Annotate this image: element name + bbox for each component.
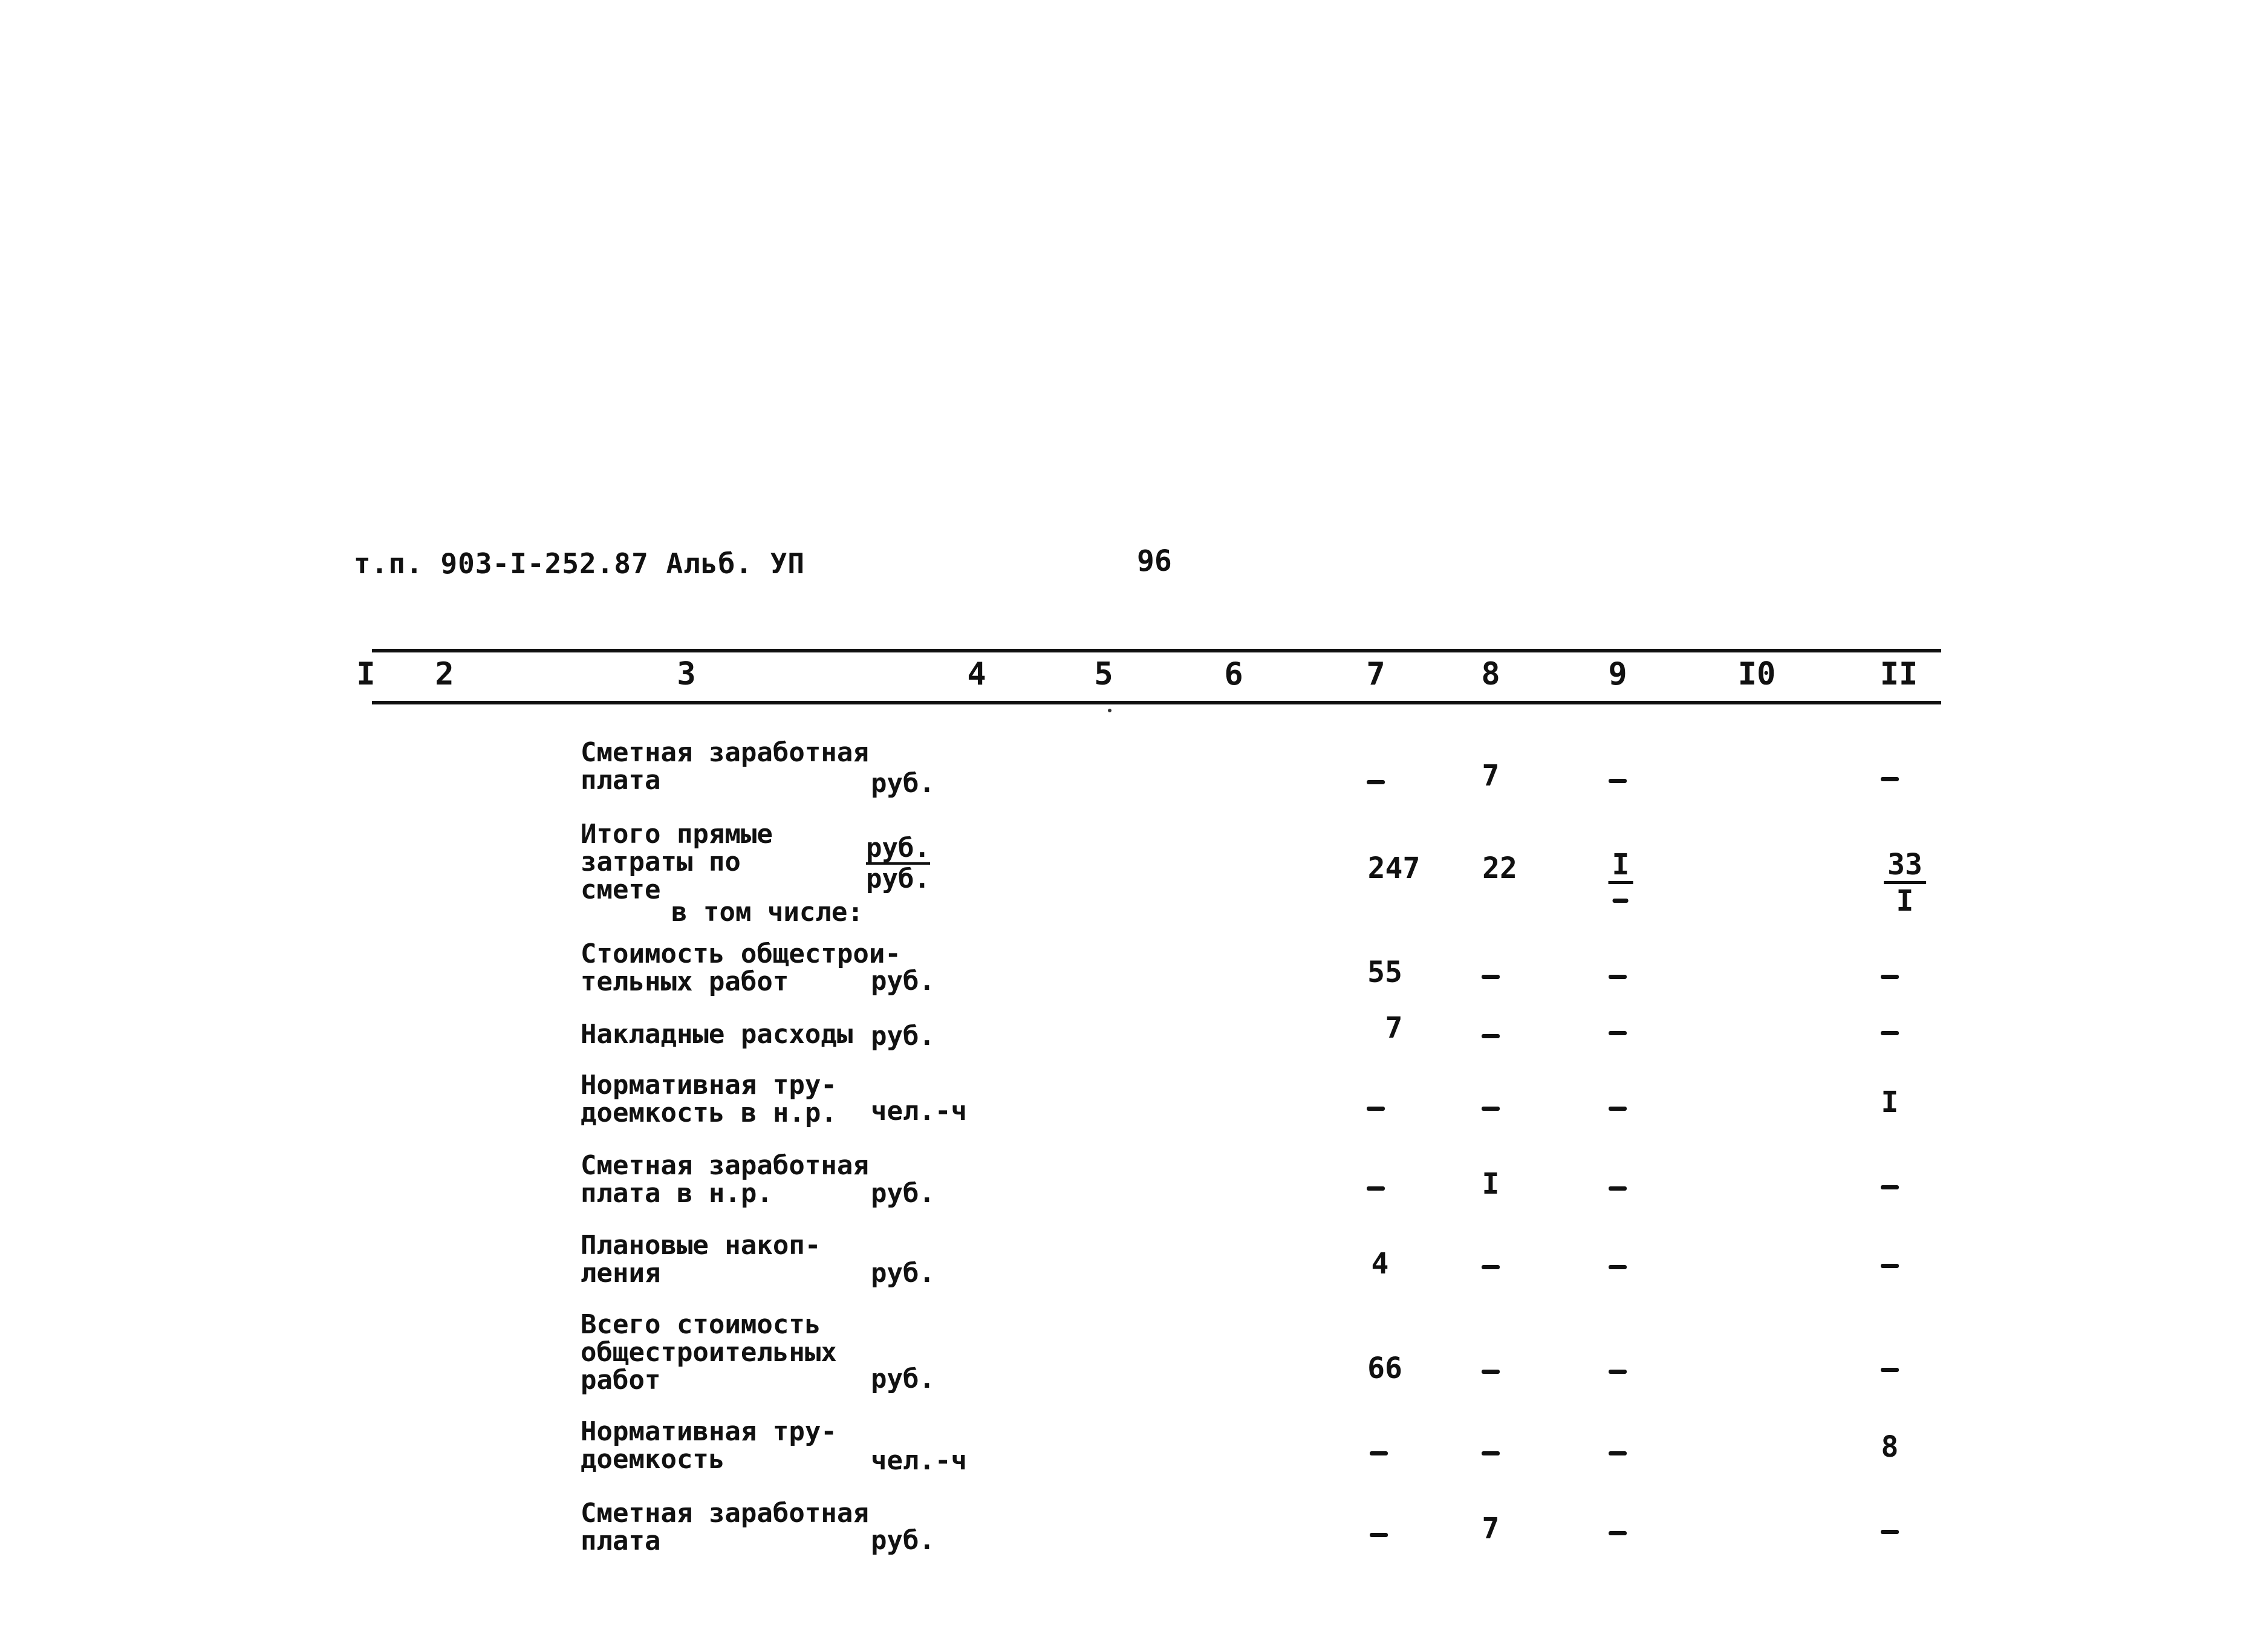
cell-col9 [1609,1186,1627,1191]
fraction-denominator: I [1896,884,1914,918]
row-label: Сметная заработная плата в н.р. [581,1150,869,1209]
cell-col8 [1482,1034,1500,1038]
column-number-11: II [1880,656,1918,692]
cell-col11 [1881,1264,1899,1268]
row-unit: руб. [871,768,935,799]
cell-col8 [1482,1107,1500,1111]
cell-col11 [1881,777,1899,781]
column-number-8: 8 [1481,656,1500,692]
unit-numerator: руб. [866,833,930,863]
cell-col8 [1482,1265,1500,1269]
cell-col11 [1881,975,1899,979]
cell-col9 [1609,1370,1627,1374]
column-number-10: I0 [1737,656,1776,692]
row-unit: руб. [871,966,935,997]
cell-col9 [1609,1451,1627,1455]
row-label: Сметная заработная плата [581,1498,869,1556]
cell-col9 [1609,1107,1627,1111]
row-label: Нормативная тру- доемкость в н.р. [581,1070,837,1128]
row-unit: чел.-ч [871,1096,967,1127]
document-code: т.п. 903-I-252.87 Альб. УП [354,547,806,580]
row-label: Нормативная тру- доемкость [581,1416,837,1475]
row-label: Плановые накоп- ления [581,1230,821,1289]
cell-col8: 22 [1482,851,1517,885]
cell-col7: 7 [1385,1011,1403,1045]
cell-col8 [1482,1370,1500,1374]
row-unit: чел.-ч [871,1445,967,1476]
cell-col7: 55 [1367,955,1402,989]
row-label: Сметная заработная плата [581,737,869,796]
cell-col11: I [1881,1085,1899,1119]
row-unit-fraction [866,834,930,894]
cell-col9 [1609,779,1627,783]
column-number-7: 7 [1366,656,1385,692]
cell-col9 [1609,975,1627,979]
column-number-5: 5 [1094,656,1113,692]
cell-col9 [1609,1265,1627,1269]
row-label: Стоимость общестрои- тельных работ [581,938,901,997]
fraction-numerator: I [1609,850,1633,884]
cell-col7 [1367,1107,1385,1111]
cell-col8 [1482,975,1500,979]
cell-col11: 8 [1881,1430,1899,1464]
page-number: 96 [1137,544,1172,578]
cell-col8: 7 [1482,1512,1500,1546]
cell-col8 [1482,1451,1500,1455]
fraction-numerator: 33 [1884,850,1926,884]
row-unit: руб. [871,1021,935,1052]
cell-col7 [1370,1451,1388,1455]
column-number-6: 6 [1224,656,1243,692]
cell-col9-fraction [1609,850,1633,903]
row-label: Накладные расходы [581,1019,853,1050]
fraction-denominator-dash [1613,899,1629,903]
row-unit: руб. [871,1258,935,1289]
cell-col7 [1367,1186,1385,1191]
cell-col9 [1609,1531,1627,1535]
row-unit: руб. [871,1178,935,1209]
row-subnote: в том числе: [671,897,864,928]
cell-col9 [1609,1031,1627,1035]
column-number-3: 3 [677,656,696,692]
row-unit: руб. [871,1364,935,1394]
cell-col11 [1881,1368,1899,1372]
row-label: Итого прямые затраты по смете [581,819,773,905]
cell-col11 [1881,1530,1899,1534]
cell-col11 [1881,1185,1899,1189]
column-number-4: 4 [967,656,986,692]
column-number-2: 2 [435,656,454,692]
cell-col7: 247 [1367,851,1421,885]
column-number-1: I [356,656,376,692]
table-top-rule [372,649,1941,652]
table-header-bottom-rule [372,701,1941,704]
cell-col7: 4 [1371,1247,1389,1281]
row-label: Всего стоимость общестроительных работ [581,1309,837,1396]
column-number-9: 9 [1608,656,1627,692]
unit-denominator: руб. [866,863,930,894]
cell-col8: 7 [1482,759,1500,793]
cell-col8: I [1482,1167,1500,1201]
cell-col7: 66 [1367,1351,1402,1385]
scan-speck [1108,709,1111,712]
cell-col7 [1367,780,1385,784]
cell-col7 [1370,1533,1388,1537]
row-unit: руб. [871,1525,935,1556]
cell-col11 [1881,1031,1899,1035]
cell-col11-fraction [1884,850,1926,918]
